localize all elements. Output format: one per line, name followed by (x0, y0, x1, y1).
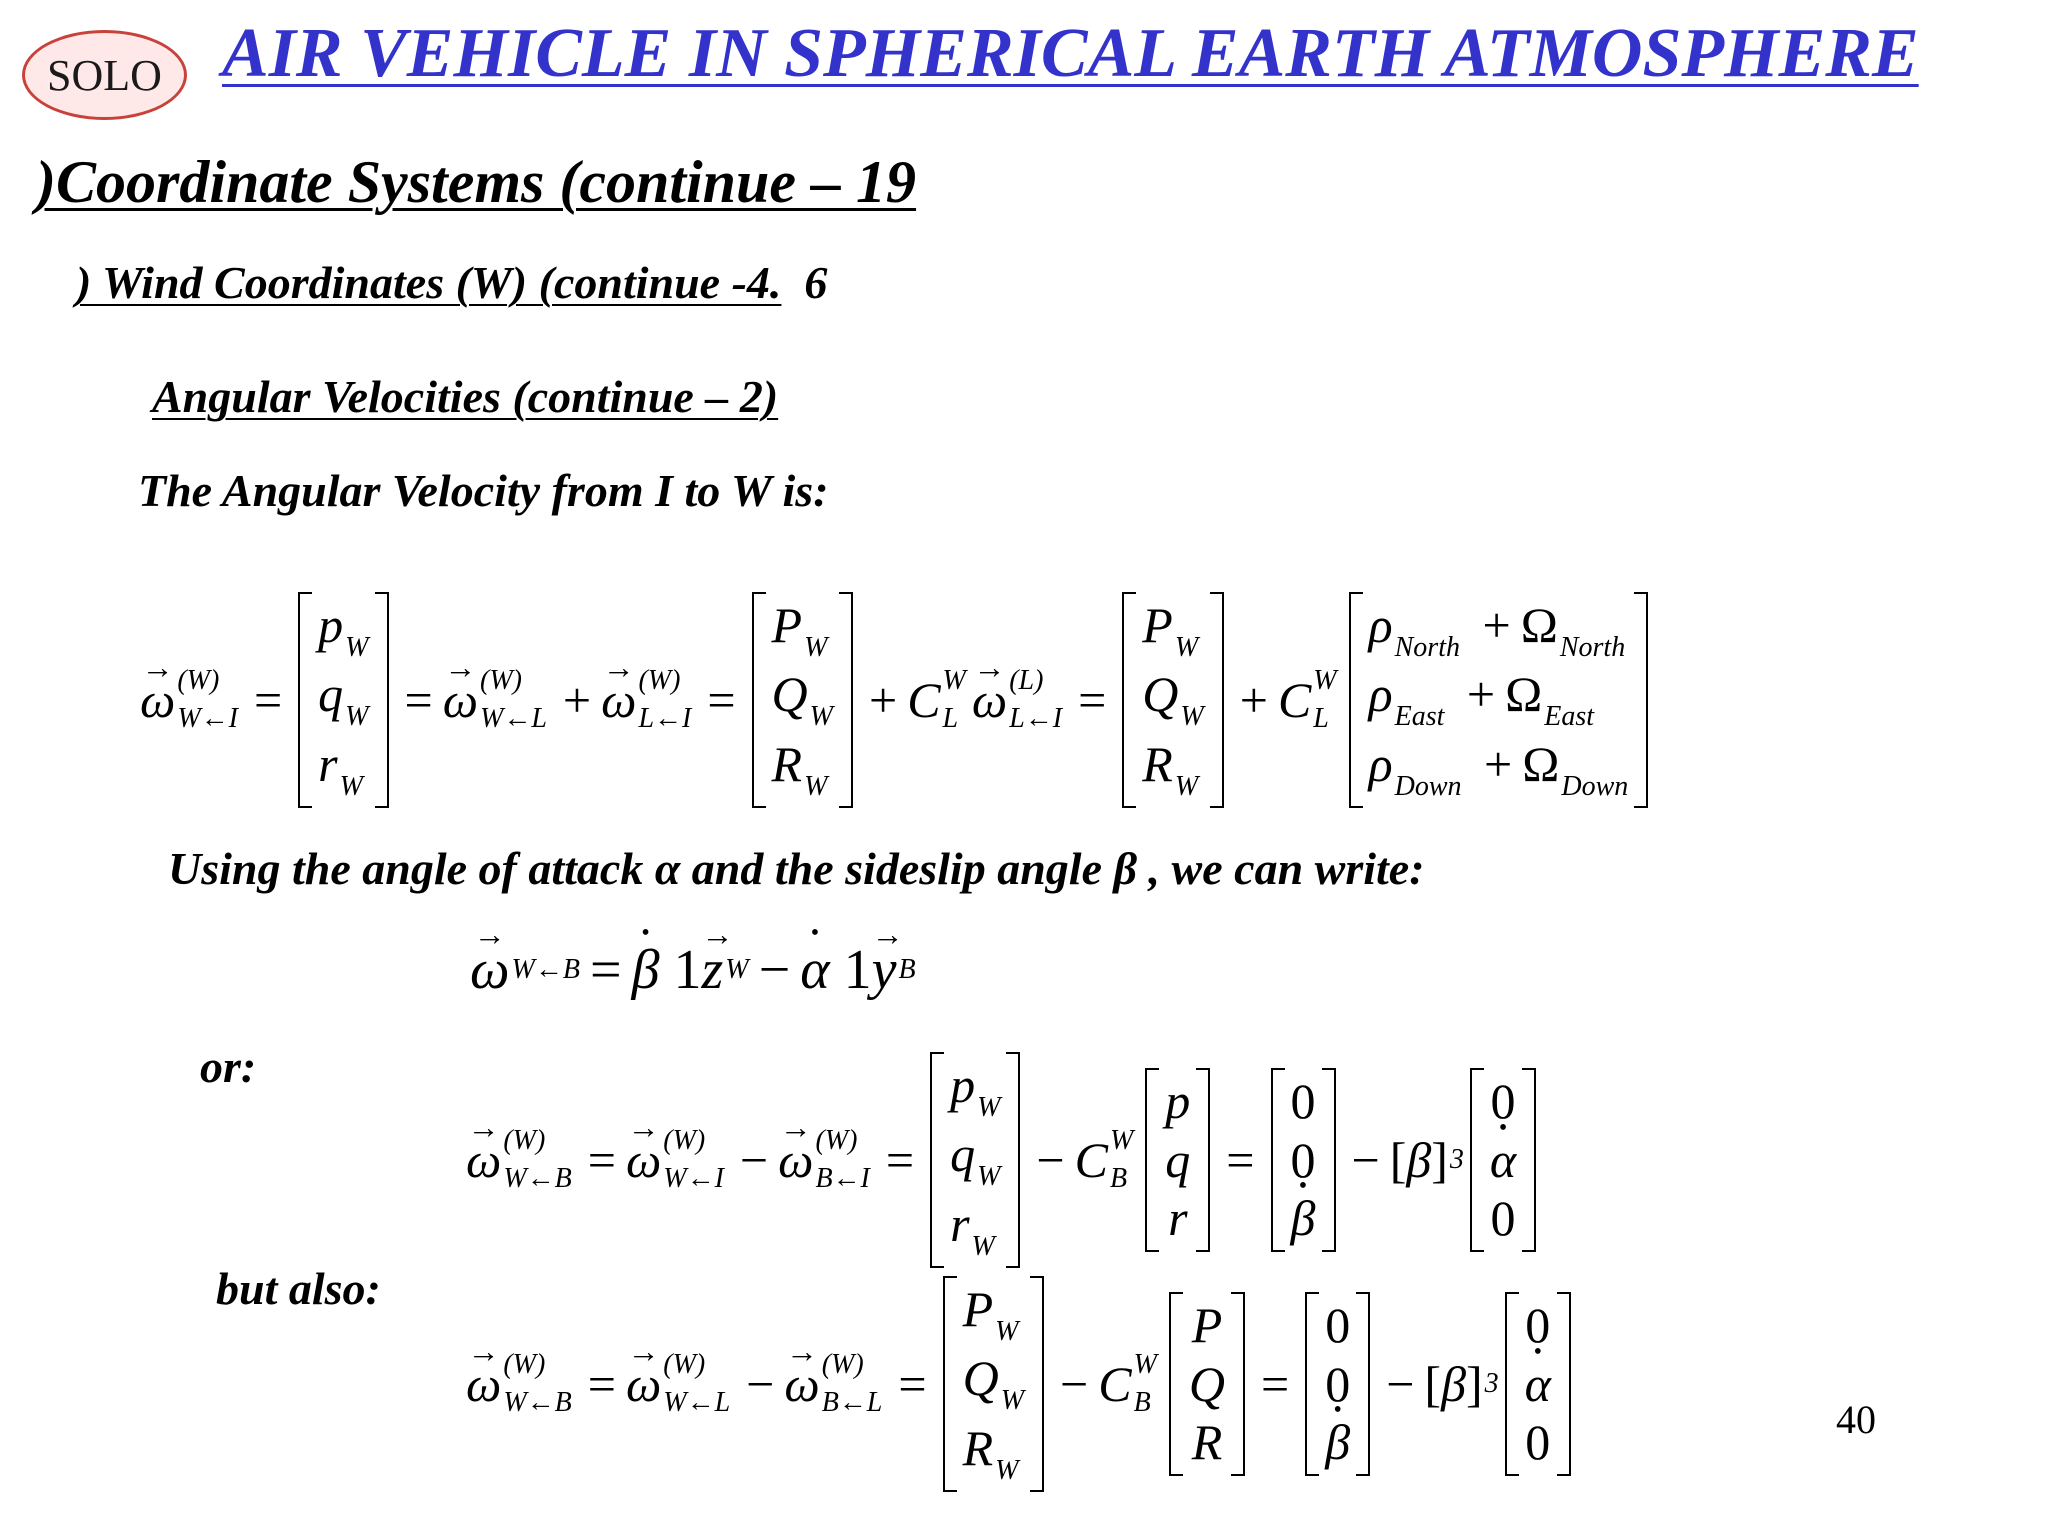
equation-angular-velocity-i-to-w: → ω (W) W←I = $p_W$ $q_W$ $r_W$ = → ω (W) W←L + → ω (W) L←I = $P_W$ $Q_W$ $R_W$ + C W L → ω (L) L←I = $P_W$ $Q_W$ $R_W$ + C W L $\rho_{North} + \Omega_{North}$ $\rho_{East} + \Omega_{East}$ $\rho_{Down} + \Omega_{Down}$ (140, 600, 1654, 800)
matrix-beta-dot-2: 0 0 • β (1305, 1292, 1370, 1476)
matrix-alpha-dot: 0 • α 0 (1470, 1068, 1536, 1252)
equation-w-b-from-l: → ω (W) W←B = → ω (W) W←L − → ω (W) B←L = $P_W$ $Q_W$ $R_W$ − C W B P Q R = 0 0 • β − [β] 3 0 • α 0 (466, 1284, 1577, 1484)
matrix-PQR-w: $P_W$ $Q_W$ $R_W$ (752, 592, 853, 808)
solo-logo (22, 30, 187, 120)
or-label: or: (200, 1041, 257, 1092)
subsection-heading (76, 256, 827, 309)
equation-w-b-from-i: → ω (W) W←B = → ω (W) W←I − → ω (W) B←I = $p_W$ $q_W$ $r_W$ − C W B p q r = 0 0 • β − [β] 3 0 • α 0 (466, 1060, 1542, 1260)
matrix-pqr-body: p q r (1145, 1068, 1210, 1252)
section-heading: )Coordinate Systems (continue – 19 (36, 149, 917, 215)
matrix-pqr-w-eq3: $p_W$ $q_W$ $r_W$ (930, 1052, 1020, 1268)
but-also-label: but also: (216, 1263, 381, 1314)
subsection-heading-number: 6 (804, 257, 828, 308)
solo-logo-text: SOLO (47, 50, 162, 100)
using-text: Using the angle of attack α and the sideslip angle β , we can write: (168, 843, 1425, 894)
matrix-PQR-w-eq4: $P_W$ $Q_W$ $R_W$ (943, 1276, 1044, 1492)
matrix-PQR-w-2: $P_W$ $Q_W$ $R_W$ (1122, 592, 1223, 808)
topic-heading: Angular Velocities (continue – 2) (152, 371, 779, 422)
subsection-heading-main: ) Wind Coordinates (W) (continue -4. (76, 257, 782, 308)
slide-title: AIR VEHICLE IN SPHERICAL EARTH ATMOSPHERE (222, 15, 1919, 92)
page-number: 40 (1836, 1397, 1876, 1442)
equation-w-b-rate: → ω W←B = • β 1 → z W − • α 1 → y B (470, 930, 916, 1010)
matrix-rho-omega: $\rho_{North} + \Omega_{North}$ $\rho_{East} + \Omega_{East}$ $\rho_{Down} + \Omega_{Down}$ (1349, 592, 1649, 808)
intro-text: The Angular Velocity from I to W is: (138, 465, 829, 516)
matrix-PQR-body: P Q R (1169, 1292, 1245, 1476)
matrix-alpha-dot-2: 0 • α 0 (1505, 1292, 1571, 1476)
matrix-beta-dot: 0 0 • β (1271, 1068, 1336, 1252)
matrix-pqr-w: $p_W$ $q_W$ $r_W$ (298, 592, 388, 808)
